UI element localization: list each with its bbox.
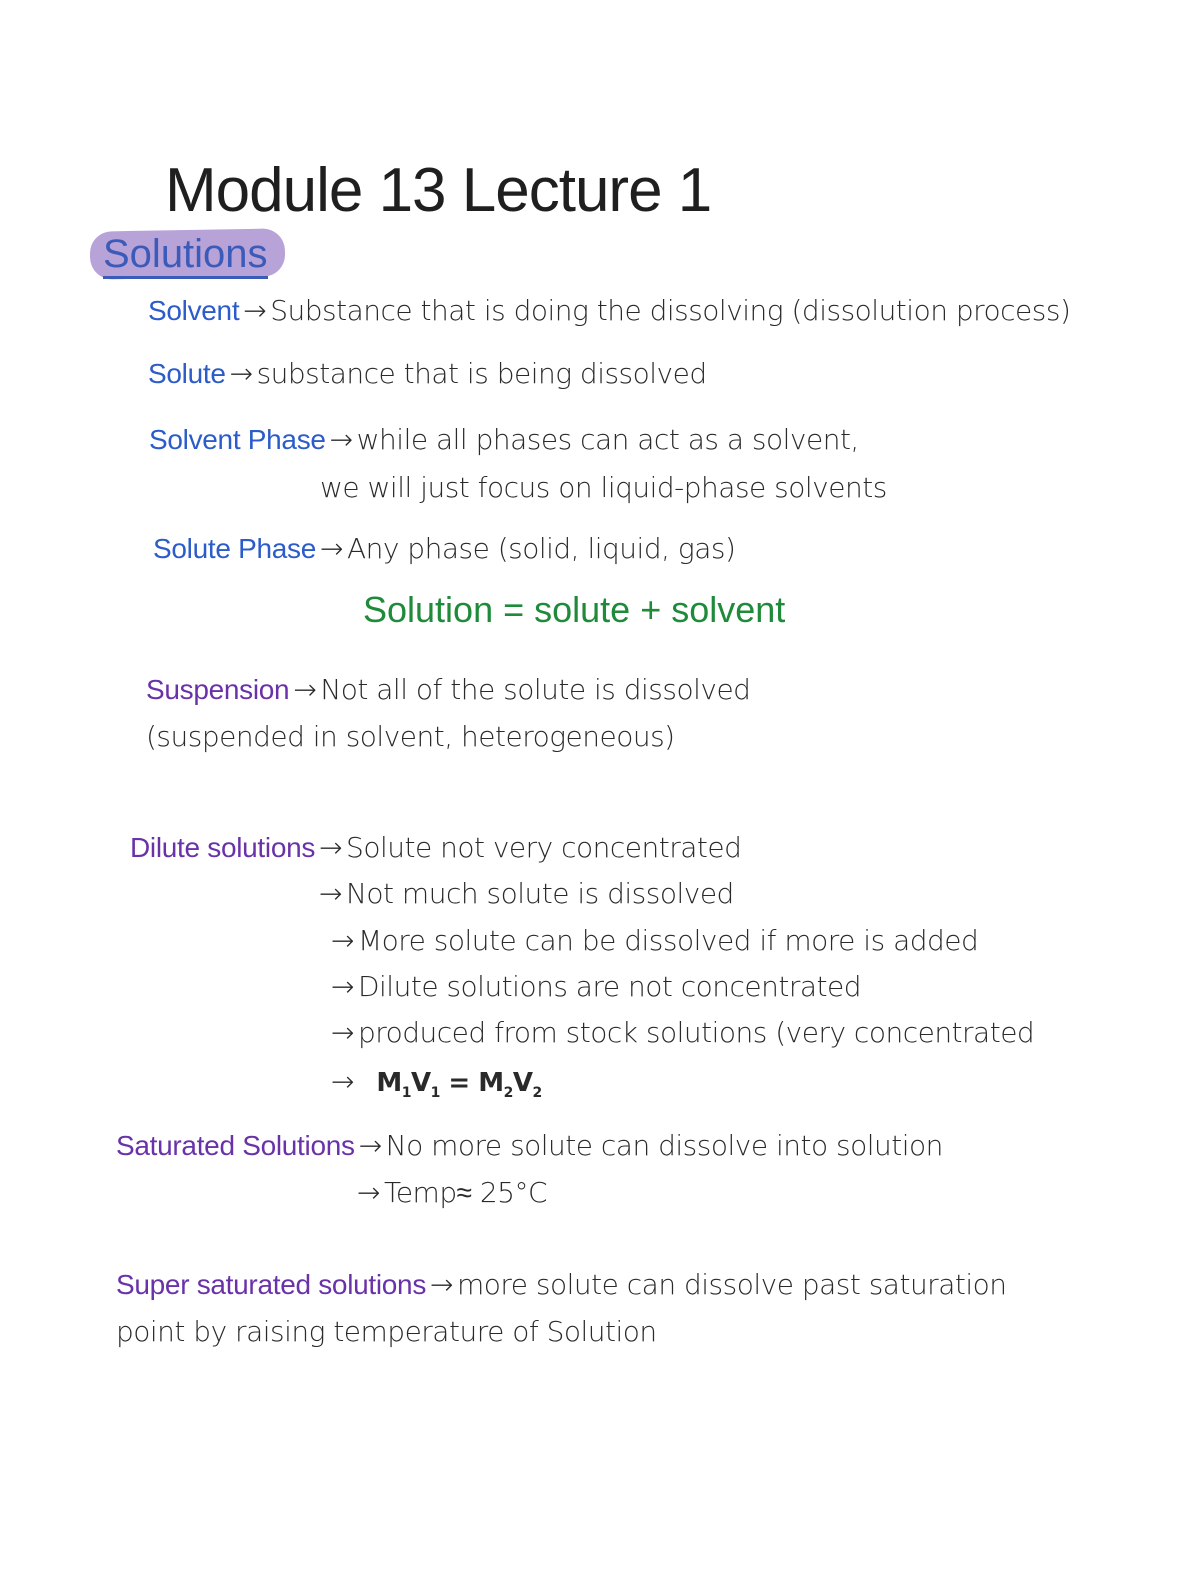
solute-phase-def: Any phase (solid, liquid, gas): [346, 532, 736, 565]
arrow-icon: →: [357, 1176, 380, 1209]
dilute-point-0: Solute not very concentrated: [346, 831, 742, 864]
solvent-phase-def-2: we will just focus on liquid-phase solvents: [320, 471, 887, 504]
arrow-icon: →: [319, 532, 343, 565]
suspension-def-1: Not all of the solute is dissolved: [320, 673, 751, 706]
dilute-point-3: Dilute solutions are not concentrated: [357, 970, 862, 1003]
arrow-icon: →: [430, 1268, 453, 1301]
dilution-formula-line: [327, 1065, 542, 1102]
arrow-icon: →: [293, 673, 317, 706]
solvent-phase-def-1: while all phases can act as a solvent,: [356, 423, 859, 456]
arrow-icon: →: [329, 423, 353, 456]
suspension-definition: [146, 673, 751, 706]
saturated-term: Saturated Solutions: [116, 1130, 355, 1161]
solute-definition: [148, 357, 707, 390]
saturated-def-2: Temp≈ 25°C: [383, 1176, 548, 1209]
page-title: Module 13 Lecture 1: [165, 156, 712, 225]
solvent-phase-definition: [149, 423, 859, 456]
dilute-point-3-line: [327, 970, 862, 1003]
solute-phase-definition: [153, 532, 736, 565]
dilute-point-4: produced from stock solutions (very concentrated: [357, 1016, 1035, 1049]
arrow-icon: →: [243, 294, 267, 327]
supersaturated-def-2: point by raising temperature of Solution: [116, 1315, 657, 1348]
arrow-icon: →: [358, 1129, 382, 1162]
solvent-def: Substance that is doing the dissolving (dissolution process): [270, 294, 1071, 327]
dilute-term: Dilute solutions: [130, 832, 316, 863]
dilute-definition: [130, 831, 742, 864]
supersaturated-term: Super saturated solutions: [116, 1269, 427, 1300]
dilute-point-2-line: [327, 924, 979, 957]
arrow-icon: →: [319, 831, 343, 864]
arrow-icon: →: [331, 924, 354, 957]
dilution-formula: $M_1V_1 = M_2V_2$: [376, 1068, 542, 1102]
arrow-icon: →: [331, 1065, 354, 1098]
solvent-phase-term: Solvent Phase: [149, 424, 326, 455]
supersaturated-def-1: more solute can dissolve past saturation: [457, 1268, 1007, 1301]
supersaturated-definition: [116, 1268, 1007, 1301]
solvent-term: Solvent: [148, 295, 240, 326]
arrow-icon: →: [319, 877, 342, 910]
section-heading: Solutions: [103, 234, 268, 279]
dilute-point-1-line: [315, 877, 734, 910]
solute-phase-term: Solute Phase: [153, 533, 316, 564]
arrow-icon: →: [229, 357, 253, 390]
saturated-def-1: No more solute can dissolve into solution: [385, 1129, 943, 1162]
saturated-temp-line: [353, 1176, 548, 1209]
dilute-point-4-line: [327, 1016, 1035, 1049]
arrow-icon: →: [331, 970, 354, 1003]
dilute-point-2: More solute can be dissolved if more is added: [357, 924, 979, 957]
suspension-term: Suspension: [146, 674, 290, 705]
dilute-point-1: Not much solute is dissolved: [345, 877, 734, 910]
solute-term: Solute: [148, 358, 226, 389]
suspension-def-2: (suspended in solvent, heterogeneous): [146, 720, 675, 753]
solution-equation: Solution = solute + solvent: [363, 589, 786, 630]
solute-def: substance that is being dissolved: [256, 357, 707, 390]
solvent-definition: [148, 294, 1071, 327]
arrow-icon: →: [331, 1016, 354, 1049]
saturated-definition: [116, 1129, 943, 1162]
